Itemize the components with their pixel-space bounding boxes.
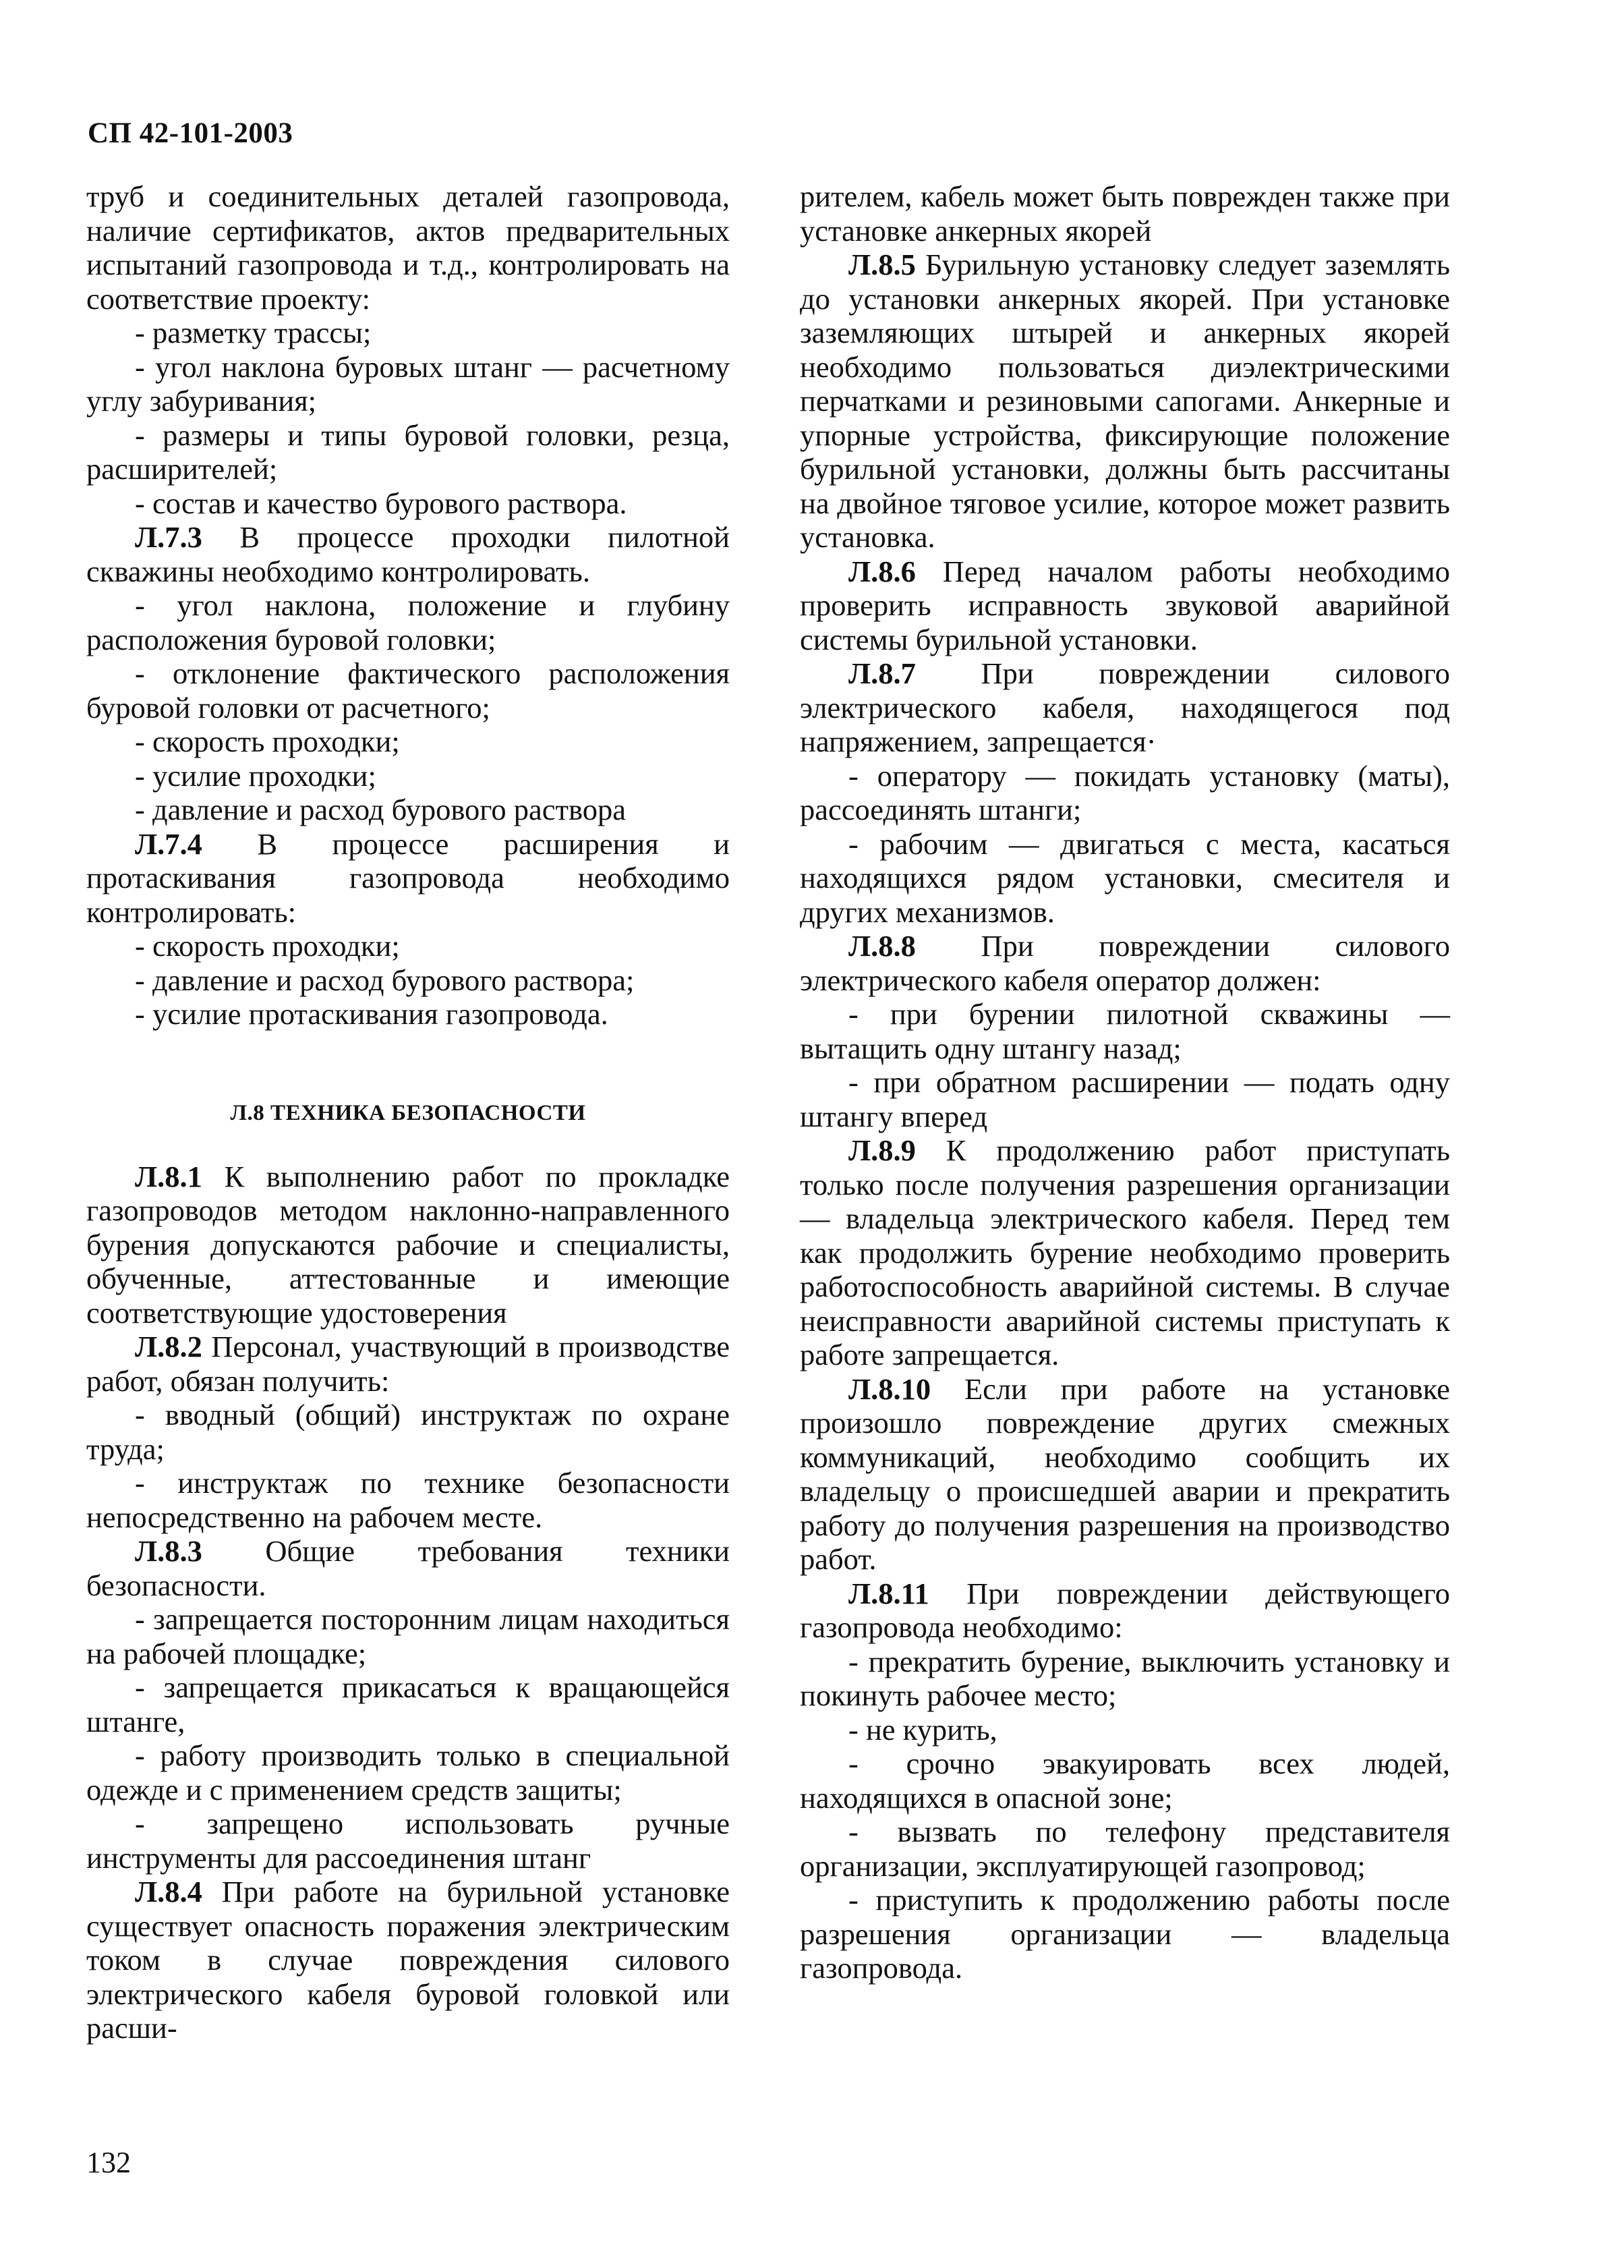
list-item: - при обратном расширении — подать одну штангу вперед [800, 1065, 1450, 1133]
numbered-paragraph [86, 1534, 730, 1602]
paragraph-text: При повреждении силового электрического кабеля, находящегося под напряжением, запрещается· [800, 656, 1450, 758]
list-item: - давление и расход бурового раствора [135, 793, 626, 826]
numbered-paragraph [800, 1372, 1450, 1577]
numbered-paragraph [800, 555, 1450, 657]
paragraph-number: Л.8.4 [135, 1875, 202, 1908]
list-item: - разметку трассы; [135, 316, 372, 349]
paragraph-number: Л.8.8 [848, 929, 916, 963]
paragraph-number: Л.8.2 [135, 1330, 202, 1363]
list-item: - запрещается посторонним лицам находиться на рабочей площадке; [86, 1602, 730, 1670]
section-heading: Л.8 ТЕХНИКА БЕЗОПАСНОСТИ [230, 1100, 586, 1125]
list-item: - состав и качество бурового раствора. [135, 486, 627, 520]
paragraph-text: Перед началом работы необходимо проверить исправность звуковой аварийной системы бурильной установки. [800, 554, 1450, 656]
list-item: - вызвать по телефону представителя организации, эксплуатирующей газопровод; [800, 1815, 1450, 1883]
page-number: 132 [86, 2146, 131, 2179]
list-item: - рабочим — двигаться с места, касаться находящихся рядом установки, смесителя и других механизмов. [800, 826, 1450, 929]
paragraph-text: При работе на бурильной установке существует опасность поражения электрическим током в случае повреждения силового электрического кабеля буровой головкой или расши- [86, 1875, 730, 2045]
paragraph-number: Л.7.4 [135, 826, 202, 861]
list-item: - усилие протаскивания газопровода. [135, 997, 608, 1031]
numbered-paragraph [800, 929, 1450, 997]
numbered-paragraph [86, 827, 730, 930]
list-item: - оператору — покидать установку (маты), рассоединять штанги; [800, 758, 1450, 826]
list-item: - угол наклона, положение и глубину расположения буровой головки; [86, 588, 730, 656]
paragraph-number: Л.8.3 [135, 1534, 202, 1568]
paragraph-text: Бурильную установку следует заземлять до установки анкерных якорей. При установке заземляющих штырей и анкерных якорей необходимо пользоваться диэлектрическими перчатками и резиновыми сапогами. Анкерные и упорные устройства, фиксирующие положение бурильной установки, должны быть рассчитаны на двойное тяговое усилие, которое может развить установка. [800, 248, 1450, 554]
list-item: - угол наклона буровых штанг — расчетному углу забуривания; [86, 349, 730, 418]
list-item: - вводный (общий) инструктаж по охране труда; [86, 1398, 730, 1466]
left-text-column [86, 179, 730, 2045]
paragraph-text: Персонал, участвующий в производстве работ, обязан получить: [86, 1330, 730, 1398]
numbered-paragraph [800, 1133, 1450, 1372]
paragraph: труб и соединительных деталей газопровода, наличие сертификатов, актов предварительных испытаний газопровода и т.д., контролировать на соответствие проекту: [86, 179, 730, 316]
numbered-paragraph [86, 1160, 730, 1330]
paragraph-number: Л.7.3 [135, 520, 202, 554]
right-text-column [800, 179, 1450, 1985]
list-item: - приступить к продолжению работы после разрешения организации — владельца газопровода. [800, 1883, 1450, 1985]
paragraph-text: В процессе расширения и протаскивания газопровода необходимо контролировать: [86, 826, 730, 929]
paragraph-number: Л.8.9 [848, 1133, 916, 1167]
paragraph: рителем, кабель может быть поврежден также при установке анкерных якорей [800, 179, 1450, 248]
list-item: - запрещено использовать ручные инструменты для рассоединения штанг [86, 1807, 730, 1875]
list-item: - не курить, [848, 1712, 997, 1747]
paragraph-text: При повреждении силового электрического кабеля оператор должен: [800, 929, 1450, 997]
paragraph-text: Если при работе на установке произошло повреждение других смежных коммуникаций, необходимо сообщить их владельцу о происшедшей аварии и прекратить работу до получения разрешения на производство работ. [800, 1371, 1450, 1576]
numbered-paragraph [86, 1330, 730, 1398]
list-item: - размеры и типы буровой головки, резца, расширителей; [86, 418, 730, 486]
numbered-paragraph [800, 1577, 1450, 1645]
list-item: - прекратить бурение, выключить установку и покинуть рабочее место; [800, 1644, 1450, 1712]
paragraph-number: Л.8.1 [135, 1159, 202, 1193]
list-item: - отклонение фактического расположения буровой головки от расчетного; [86, 656, 730, 725]
paragraph-number: Л.8.10 [848, 1371, 931, 1406]
paragraph-number: Л.8.11 [848, 1576, 929, 1610]
list-item: - скорость проходки; [135, 725, 400, 758]
list-item: - запрещается прикасаться к вращающейся штанге, [86, 1670, 730, 1738]
paragraph-text: К продолжению работ приступать только после получения разрешения организации — владельца электрического кабеля. Перед тем как продолжить бурение необходимо проверить работоспособность аварийной системы. В случае неисправности аварийной системы приступать к работе запрещается. [800, 1133, 1450, 1371]
list-item: - работу производить только в специальной одежде и с применением средств защиты; [86, 1738, 730, 1807]
paragraph-number: Л.8.6 [848, 554, 916, 588]
paragraph-number: Л.8.5 [848, 248, 916, 281]
numbered-paragraph [86, 520, 730, 588]
numbered-paragraph [86, 1875, 730, 2045]
document-code-header: СП 42-101-2003 [88, 117, 293, 149]
list-item: - усилие проходки; [135, 758, 376, 793]
numbered-paragraph [800, 248, 1450, 555]
paragraph-text: В процессе проходки пилотной скважины необходимо контролировать. [86, 520, 730, 588]
list-item: - инструктаж по технике безопасности непосредственно на рабочем месте. [86, 1466, 730, 1534]
paragraph-text: При повреждении действующего газопровода необходимо: [800, 1576, 1450, 1644]
list-item: - срочно эвакуировать всех людей, находящихся в опасной зоне; [800, 1747, 1450, 1815]
list-item: - давление и расход бурового раствора; [135, 963, 635, 997]
list-item: - скорость проходки; [135, 929, 400, 963]
numbered-paragraph [800, 656, 1450, 759]
list-item: - при бурении пилотной скважины — вытащить одну штангу назад; [800, 997, 1450, 1065]
paragraph-text: Общие требования техники безопасности. [86, 1534, 730, 1602]
paragraph-number: Л.8.7 [848, 656, 916, 690]
paragraph-text: К выполнению работ по прокладке газопроводов методом наклонно-направленного бурения допускаются рабочие и специалисты, обученные, аттестованные и имеющие соответствующие удостоверения [86, 1159, 730, 1330]
